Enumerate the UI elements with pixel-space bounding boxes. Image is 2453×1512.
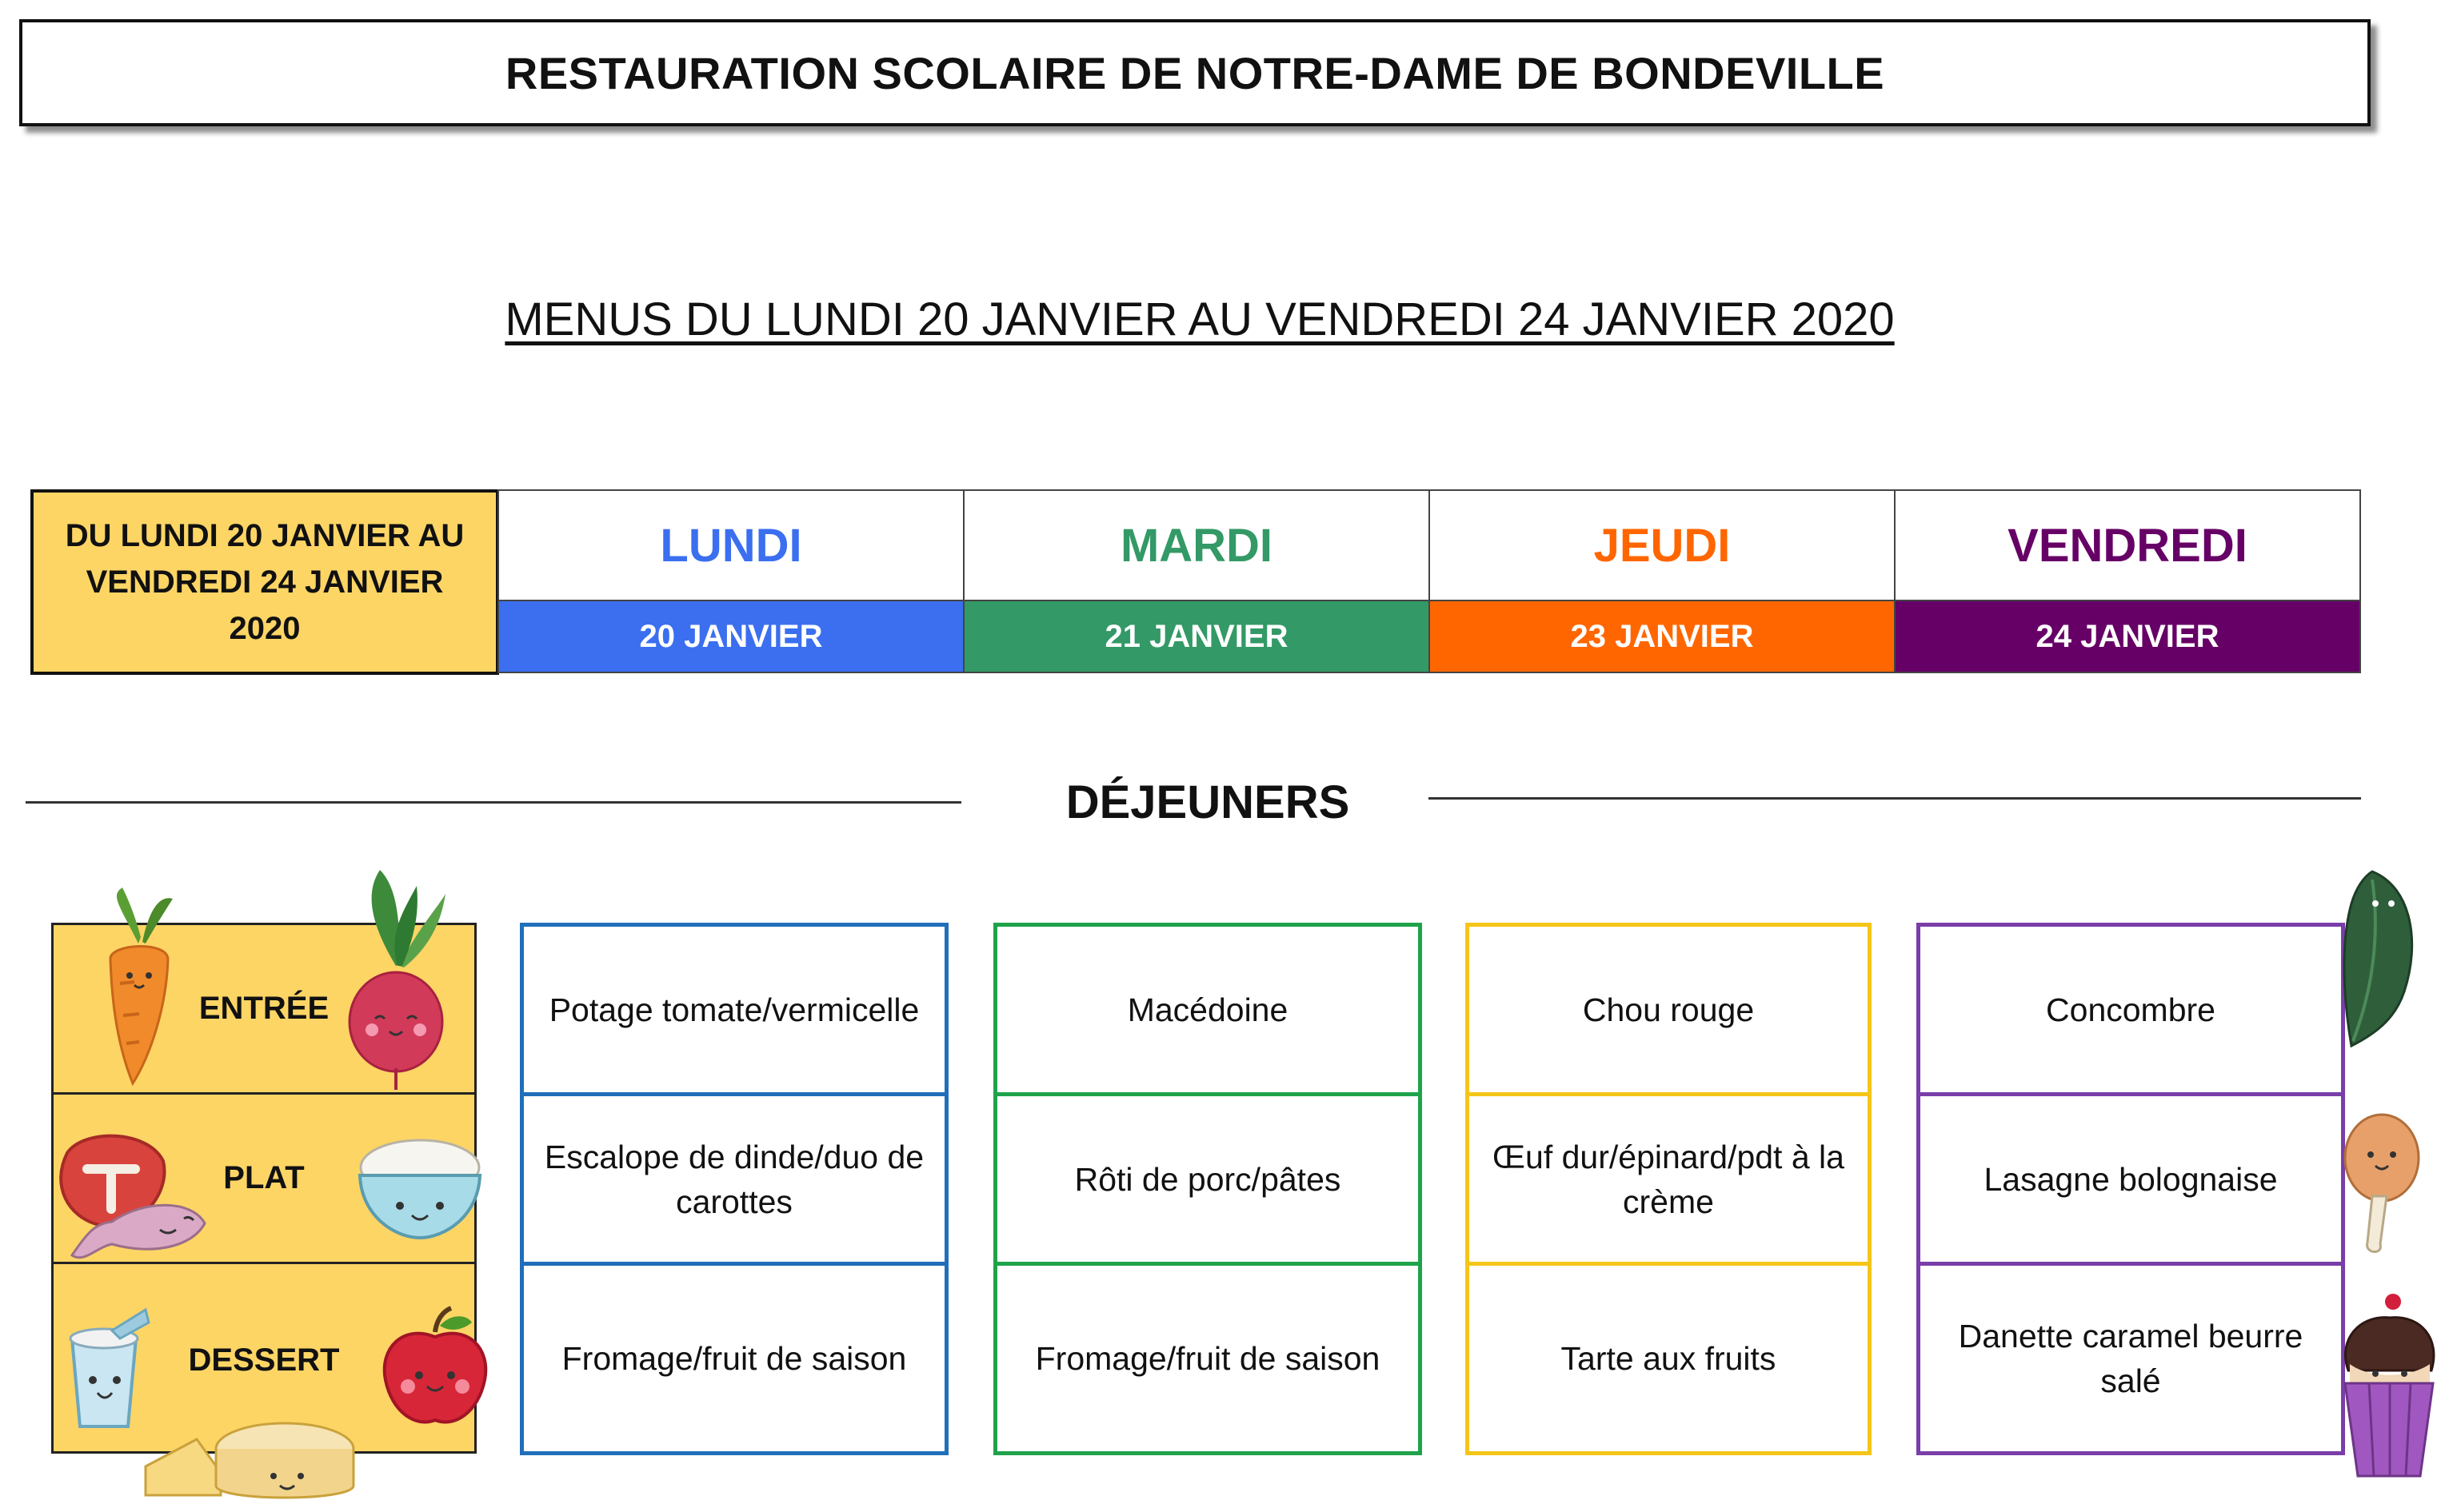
week-range-line1: DU LUNDI 20 JANVIER AU [65,518,465,553]
menu-mardi-entree: Macédoine [997,927,1418,1096]
day-date-lundi: 20 JANVIER [497,600,965,673]
page-title-box [19,19,2371,126]
menu-jeudi-dessert: Tarte aux fruits [1560,1340,1776,1377]
cheese-icon [141,1409,357,1511]
category-dessert: DESSERT [188,1342,340,1378]
menu-column-jeudi [1465,923,1872,1455]
menu-column-mardi [993,923,1422,1455]
day-date-jeudi: 23 JANVIER [1428,600,1896,673]
fish-icon [64,1167,208,1271]
day-date-vendredi: 24 JANVIER [1894,600,2361,673]
apple-icon [379,1308,491,1428]
category-plat: PLAT [54,1095,474,1264]
yogurt-icon [56,1307,152,1434]
carrot-icon [94,888,182,1087]
day-header-vendredi: VENDREDI [1894,489,2361,601]
radish-icon [340,862,452,1090]
section-rule-right [1428,797,2361,800]
spinach-leaf-icon [2340,872,2420,1047]
menu-vendredi-dessert: Danette caramel beurre salé [1958,1318,2303,1399]
menu-vendredi-entree: Concombre [1920,927,2341,1096]
day-header-mardi: MARDI [963,489,1430,601]
menu-mardi-plat: Rôti de porc/pâtes [997,1096,1418,1266]
page-title: RESTAURATION SCOLAIRE DE NOTRE-DAME DE BONDEVILLE [505,47,1885,98]
menu-vendredi-plat: Lasagne bolognaise [1920,1096,2341,1266]
day-header-lundi: LUNDI [497,489,965,601]
week-range-line2: VENDREDI 24 JANVIER 2020 [86,565,444,646]
cupcake-icon [2337,1291,2441,1479]
menu-column-lundi [520,923,949,1455]
category-entree: ENTRÉE [54,925,474,1095]
menu-jeudi-entree: Chou rouge [1469,927,1868,1096]
menu-jeudi-plat: Œuf dur/épinard/pdt à la crème [1469,1096,1868,1266]
day-header-jeudi: JEUDI [1428,489,1896,601]
menu-lundi-dessert: Fromage/fruit de saison [561,1340,907,1377]
day-date-mardi: 21 JANVIER [963,600,1430,673]
menu-mardi-dessert: Fromage/fruit de saison [1035,1340,1380,1377]
menu-column-vendredi [1916,923,2345,1455]
menu-lundi-plat: Escalope de dinde/duo de carottes [524,1096,945,1266]
section-title-dejeuners: DÉJEUNERS [1065,776,1350,828]
section-rule-left [26,801,961,804]
chicken-leg-icon [2340,1113,2420,1257]
menu-lundi-entree: Potage tomate/vermicelle [524,927,945,1096]
rice-bowl-icon [352,1129,488,1241]
week-range-box [30,489,499,675]
menu-period-subtitle: MENUS DU LUNDI 20 JANVIER AU VENDREDI 24 JANVIER 2020 [505,293,1895,345]
